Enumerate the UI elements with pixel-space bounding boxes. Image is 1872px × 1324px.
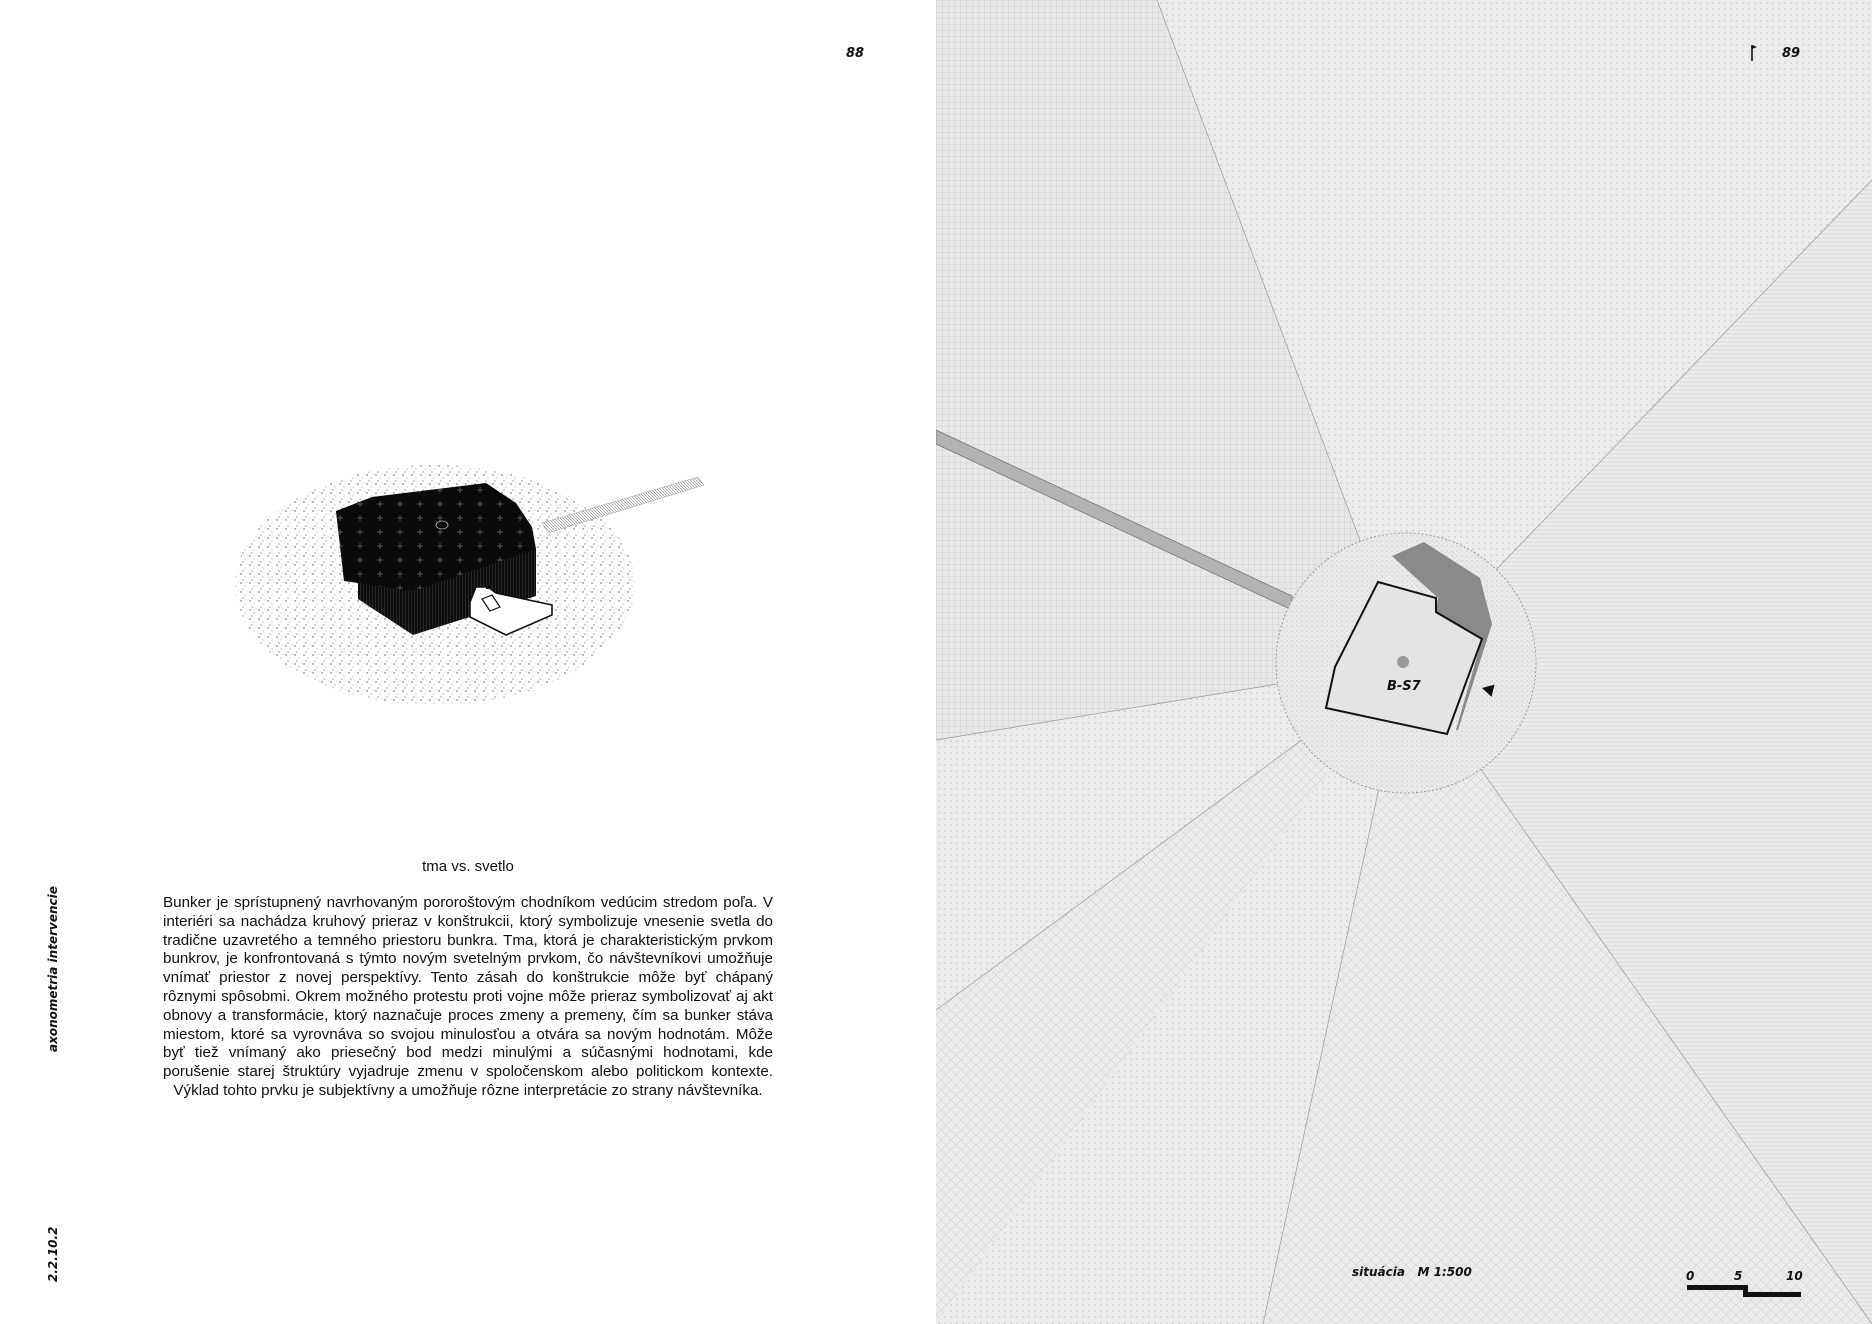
section-label: axonometria intervencie xyxy=(46,886,60,1052)
scale-label-0: 0 xyxy=(1686,1269,1695,1283)
site-plan xyxy=(936,0,1872,1324)
axonometric-drawing xyxy=(230,455,710,715)
body-paragraph: Bunker je sprístupnený navrhovaným pororoštovým chodníkom vedúcim stredom poľa. V interiéri sa nachádza kruhový prieraz v konštrukcii, ktorý symbolizuje vnesenie svetla do tradične uzavretého a temného priestoru bunkra. Tma, ktorá je charakteristickým prvkom bunkrov, je konfrontovaná s týmto novým svetelným prvkom, čo návštevníkovi umožňuje vnímať priestor z novej perspektívy. Tento zásah do konštrukcie môže byť chápaný rôznymi spôsobmi. Okrem možného protestu proti vojne môže prieraz symbolizovať aj akt obnovy a transformácie, ktorý naznačuje proces zmeny a premeny, čím sa bunker stáva miestom, ktoré sa vyrovnáva so svojou minulosťou a otvára sa novým hodnotám. Môže byť tiež vnímaný ako priesečný bod medzi minulými a súčasnými hodnotami, kde porušenie starej štruktúry vyjadruje zmenu v spoločenskom alebo politickom kontexte. Výklad tohto prvku je subjektívny a umožňuje rôzne interpretácie zo strany návštevníka. xyxy=(163,894,773,1099)
text-title: tma vs. svetlo xyxy=(422,858,514,875)
north-arrow-icon xyxy=(1749,44,1759,62)
right-page xyxy=(936,0,1872,1324)
section-number: 2.2.10.2 xyxy=(46,1226,60,1282)
page-number-left: 88 xyxy=(846,46,865,61)
scale-label-10: 10 xyxy=(1786,1269,1803,1283)
scale-label-5: 5 xyxy=(1734,1269,1743,1283)
plan-caption: situácia M 1:500 xyxy=(1352,1265,1472,1279)
page-number-right: 89 xyxy=(1782,46,1801,61)
light-opening-marker xyxy=(1397,656,1409,668)
bunker-label: B-S7 xyxy=(1387,679,1421,694)
scale-bar xyxy=(1687,1283,1801,1301)
